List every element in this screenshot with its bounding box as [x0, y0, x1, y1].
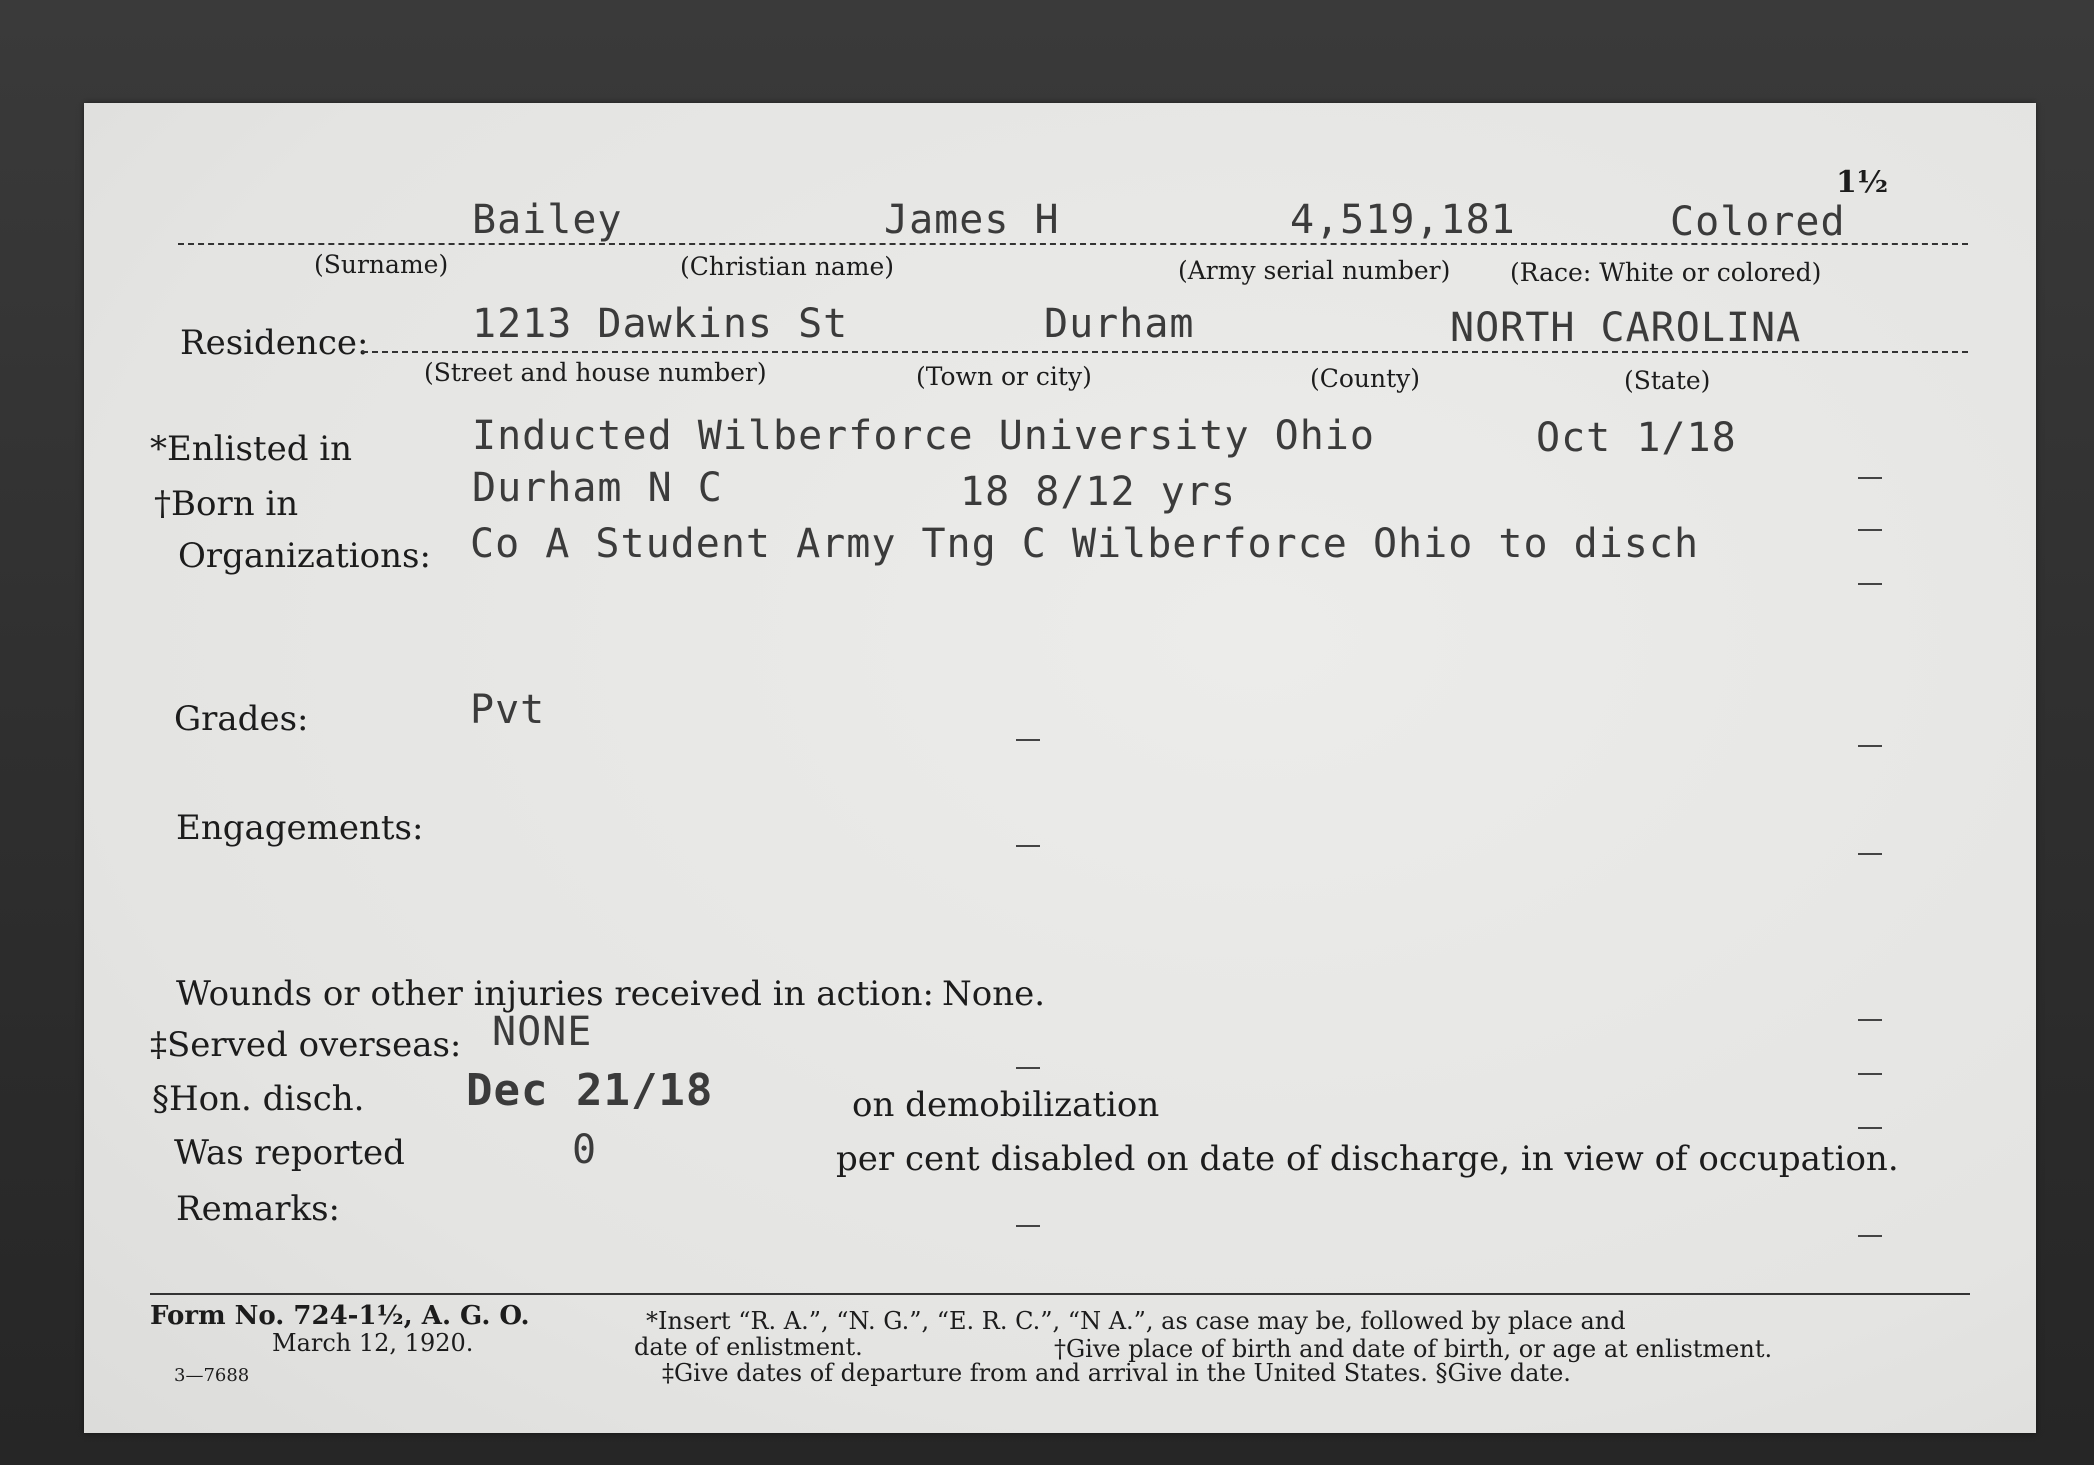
- remarks-label: Remarks:: [176, 1189, 340, 1229]
- born-place: Durham N C: [472, 465, 723, 511]
- town-value: Durham: [1044, 301, 1195, 347]
- hon-disch-label: §Hon. disch.: [152, 1079, 365, 1119]
- margin-tick: [1858, 1073, 1882, 1075]
- residence-label: Residence:: [180, 323, 369, 363]
- margin-tick: [1016, 739, 1040, 741]
- was-reported-label: Was reported: [174, 1133, 405, 1173]
- margin-tick: [1858, 1127, 1882, 1129]
- disability-note: per cent disabled on date of discharge, in view of occupation.: [836, 1139, 1899, 1179]
- footer-rule: [150, 1293, 1970, 1295]
- residence-line: [362, 351, 1968, 353]
- race-value: Colored: [1670, 199, 1846, 245]
- form-date: March 12, 1920.: [272, 1329, 474, 1357]
- margin-tick: [1858, 1019, 1882, 1021]
- footnote-line-1: *Insert “R. A.”, “N. G.”, “E. R. C.”, “N A.”, as case may be, followed by place and: [646, 1307, 1626, 1335]
- margin-tick: [1858, 477, 1882, 479]
- margin-tick: [1858, 853, 1882, 855]
- footnote-line-2a: date of enlistment.: [634, 1333, 863, 1361]
- name-line: [178, 243, 1968, 245]
- wounds-label: Wounds or other injuries received in action:: [176, 974, 934, 1014]
- margin-tick: [1858, 745, 1882, 747]
- enlisted-value: Inducted Wilberforce University Ohio: [472, 413, 1375, 459]
- form-number: 1½: [1836, 165, 1889, 200]
- enlisted-date: Oct 1/18: [1536, 415, 1737, 461]
- margin-tick: [1016, 845, 1040, 847]
- born-label: †Born in: [154, 484, 299, 524]
- street-value: 1213 Dawkins St: [472, 301, 849, 347]
- margin-tick: [1016, 1067, 1040, 1069]
- served-overseas-value: NONE: [492, 1009, 593, 1055]
- caption-race: (Race: White or colored): [1510, 258, 1822, 287]
- organizations-value: Co A Student Army Tng C Wilberforce Ohio to disch: [470, 521, 1700, 567]
- surname-value: Bailey: [472, 197, 623, 243]
- served-overseas-label: ‡Served overseas:: [150, 1025, 462, 1065]
- caption-street: (Street and house number): [424, 358, 767, 387]
- engagements-label: Engagements:: [176, 808, 424, 848]
- caption-surname: (Surname): [314, 250, 449, 279]
- caption-christian-name: (Christian name): [680, 252, 895, 281]
- footnote-line-2b: †Give place of birth and date of birth, or age at enlistment.: [1054, 1335, 1773, 1363]
- born-age: 18 8/12 yrs: [960, 469, 1236, 515]
- enlisted-label: *Enlisted in: [150, 429, 353, 469]
- caption-serial-number: (Army serial number): [1178, 256, 1451, 285]
- grades-value: Pvt: [470, 687, 546, 733]
- serial-number-value: 4,519,181: [1290, 197, 1516, 243]
- margin-tick: [1858, 1235, 1882, 1237]
- was-reported-value: 0: [572, 1127, 598, 1173]
- margin-tick: [1016, 1225, 1040, 1227]
- service-record-card: [84, 103, 2036, 1433]
- margin-tick: [1858, 583, 1882, 585]
- footnote-line-3: ‡Give dates of departure from and arrival in the United States. §Give date.: [662, 1359, 1571, 1387]
- organizations-label: Organizations:: [178, 536, 431, 576]
- form-no: Form No. 724-1½, A. G. O.: [150, 1301, 530, 1331]
- grades-label: Grades:: [174, 699, 309, 739]
- hon-disch-value: Dec 21/18: [466, 1065, 714, 1116]
- state-value: NORTH CAROLINA: [1450, 305, 1802, 351]
- margin-tick: [1858, 529, 1882, 531]
- disch-note: on demobilization: [852, 1085, 1160, 1125]
- caption-county: (County): [1310, 364, 1421, 393]
- wounds-value: None.: [942, 974, 1046, 1014]
- caption-town: (Town or city): [916, 362, 1092, 391]
- print-code: 3—7688: [174, 1365, 250, 1386]
- caption-state: (State): [1624, 366, 1711, 395]
- christian-name-value: James H: [884, 197, 1060, 243]
